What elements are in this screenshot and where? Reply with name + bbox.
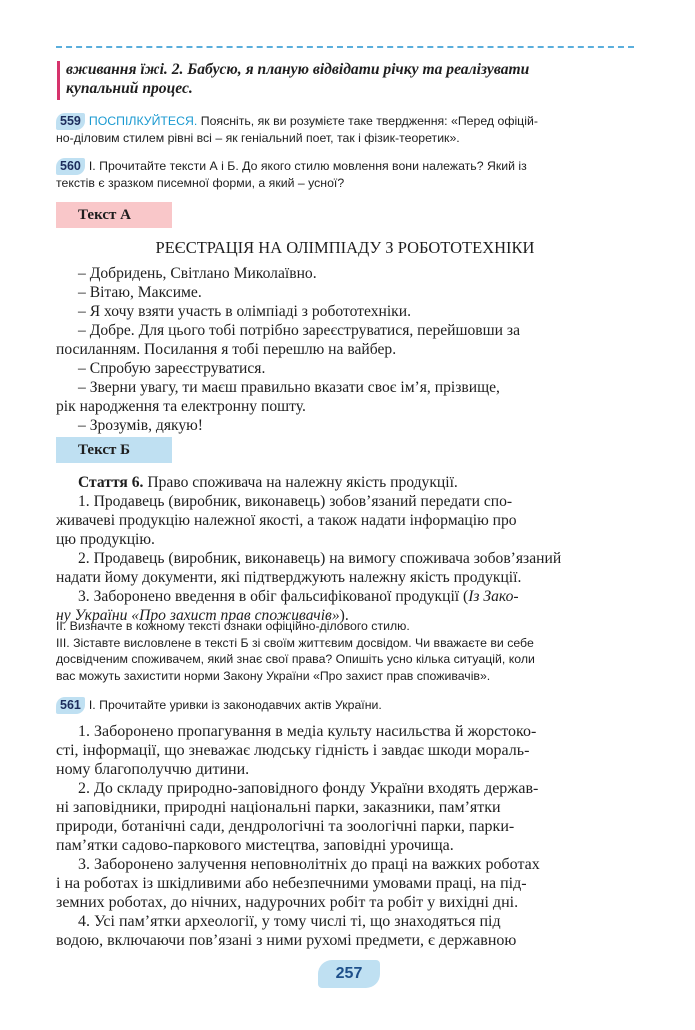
law-line: природи, ботанічні сади, дендрологічні та зоологічні парки, парки-	[56, 818, 515, 835]
law-line: ні заповідники, природні національні парки, заказники, пам’ятки	[56, 799, 501, 816]
exercise-text-line-2: но-діловим стилем рівні всі – як геніальний поет, так і фізик-теоретик».	[56, 130, 460, 145]
article-title: Право споживача на належну якість продукції.	[143, 474, 458, 491]
dialogue-line: – Зверни увагу, ти маєш правильно вказати своє ім’я, прізвище,	[78, 379, 500, 396]
task-3-line-1: III. Зіставте висловлене в тексті Б зі своїм життєвим досвідом. Чи вважаєте ви себе	[56, 635, 534, 650]
article-line: 1. Продавець (виробник, виконавець) зобов’язаний передати спо-	[78, 493, 513, 510]
task-2: II. Визначте в кожному тексті ознаки офіційно-ділового стилю.	[56, 619, 410, 633]
dialogue-line: – Вітаю, Максиме.	[78, 284, 202, 301]
law-excerpts	[56, 722, 634, 950]
exercise-559	[56, 113, 634, 146]
article-heading: Стаття 6.	[78, 474, 144, 491]
text-a-title: РЕЄСТРАЦІЯ НА ОЛІМПІАДУ З РОБОТОТЕХНІКИ	[155, 238, 535, 257]
law-line: ному благополуччю дитини.	[56, 761, 250, 778]
text-b-body	[56, 473, 634, 625]
law-line: 2. До складу природно-заповідного фонду України входять держав-	[78, 780, 539, 797]
article-line: 3. Заборонено введення в обіг фальсифікованої продукції (	[78, 588, 469, 605]
tasks	[56, 618, 634, 684]
source-citation: Із Зако-	[468, 588, 519, 605]
text-a-tab: Текст А	[56, 202, 172, 228]
dialogue-line: посиланням. Посилання я тобі перешлю на вайбер.	[56, 341, 397, 358]
quote-bar	[57, 61, 60, 100]
dialogue-line: – Зрозумів, дякую!	[78, 417, 203, 434]
exercise-text: I. Прочитайте тексти А і Б. До якого стилю мовлення вони належать? Який із	[88, 159, 527, 173]
page-number: 257	[318, 960, 380, 988]
exercise-text: I. Прочитайте уривки із законодавчих актів України.	[88, 698, 382, 712]
exercise-text-line-2: текстів є зразком писемної форми, а який – усної?	[56, 175, 345, 190]
dialogue-line: – Спробую зареєструватися.	[78, 360, 266, 377]
dialogue-line: – Я хочу взяти участь в олімпіаді з робототехніки.	[78, 303, 411, 320]
exercise-number-badge: 561	[56, 697, 85, 714]
dialogue-line: – Добре. Для цього тобі потрібно зареєструватися, перейшовши за	[78, 322, 521, 339]
text-b-tab: Текст Б	[56, 437, 172, 463]
law-line: земних роботах, до нічних, надурочних робіт та робіт у вихідні дні.	[56, 894, 519, 911]
exercise-number-badge: 559	[56, 113, 85, 130]
dialogue-line: рік народження та електронну пошту.	[56, 398, 306, 415]
law-line: 4. Усі пам’ятки археології, у тому числі ті, що знаходяться під	[78, 913, 501, 930]
top-dashed-divider	[56, 46, 634, 48]
law-line: пам’ятки садово-паркового мистецтва, заповідні урочища.	[56, 837, 454, 854]
dialogue-line: – Добридень, Світлано Миколаївно.	[78, 265, 317, 282]
law-line: сті, інформації, що зневажає людську гідність і завдає шкоди мораль-	[56, 742, 530, 759]
exercise-number-badge: 560	[56, 158, 85, 175]
task-3-line-3: вас можуть захистити норми Закону України «Про захист прав споживачів».	[56, 668, 491, 683]
article-line: живачеві продукцію належної якості, а також надати інформацію про	[56, 512, 517, 529]
exercise-561	[56, 697, 634, 714]
article-line: цю продукцію.	[56, 531, 155, 548]
article-line: надати йому документи, які підтверджують належну якість продукції.	[56, 569, 522, 586]
intro-line-1: вживання їжі. 2. Бабусю, я планую відвідати річку та реалізувати	[66, 61, 530, 78]
task-3-line-2: досвідченим споживачем, який знає свої права? Опишіть усно кілька ситуацій, коли	[56, 652, 535, 666]
source-tail: ).	[339, 607, 349, 624]
exercise-lead: ПОСПІЛКУЙТЕСЯ.	[88, 114, 198, 128]
law-line: водою, включаючи пов’язані з ними рухомі предмети, є державною	[56, 932, 517, 949]
law-line: 3. Заборонено залучення неповнолітніх до праці на важких роботах	[78, 856, 540, 873]
intro-line-2: купальний процес.	[66, 80, 193, 97]
exercise-560	[56, 158, 634, 191]
law-line: і на роботах із шкідливими або небезпечними умовами праці, на під-	[56, 875, 527, 892]
intro-text	[66, 60, 634, 98]
text-a-dialogue	[56, 264, 634, 435]
source-citation-cont: ну України «Про захист прав споживачів»	[56, 607, 340, 624]
law-line: 1. Заборонено пропагування в медіа культу насильства й жорстоко-	[78, 723, 537, 740]
exercise-text: Поясніть, як ви розумієте таке твердження: «Перед офіцій-	[197, 114, 538, 128]
article-line: 2. Продавець (виробник, виконавець) на вимогу споживача зобов’язаний	[78, 550, 562, 567]
